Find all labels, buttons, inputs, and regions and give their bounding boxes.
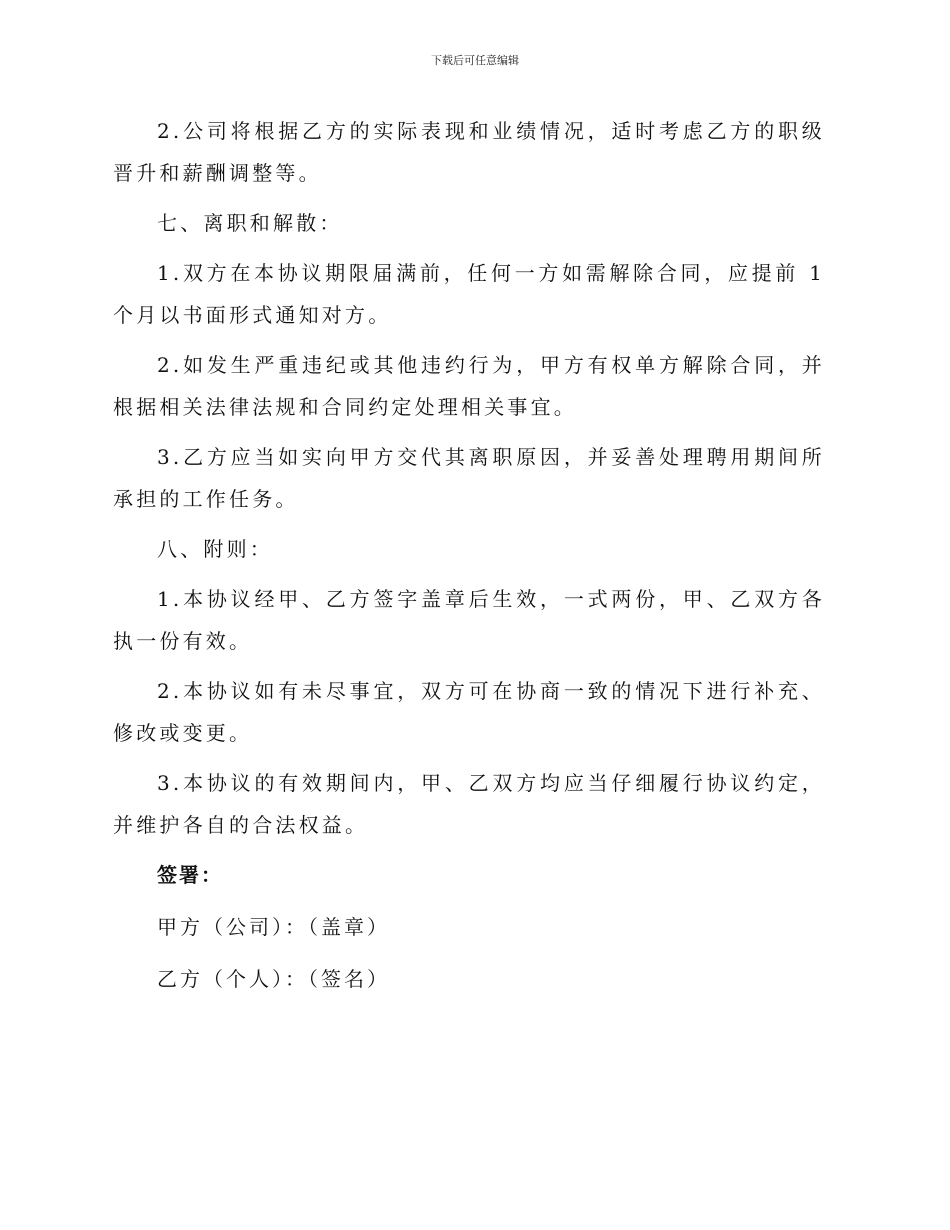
paragraph-effectiveness: 1.本协议经甲、乙方签字盖章后生效，一式两份，甲、乙双方各执一份有效。	[113, 587, 825, 653]
signature-party-a: 甲方（公司）：（盖章）	[157, 915, 390, 939]
signature-title: 签署：	[157, 863, 223, 887]
paragraph-violation-termination: 2.如发生严重违纪或其他违约行为，甲方有权单方解除合同，并根据相关法律法规和合同约定处理相关事宜。	[113, 353, 825, 419]
page-header: 下载后可任意编辑	[431, 54, 519, 67]
paragraph-resignation-reason: 3.乙方应当如实向甲方交代其离职原因，并妥善处理聘用期间所承担的工作任务。	[113, 445, 825, 511]
paragraph-termination-notice: 1.双方在本协议期限届满前，任何一方如需解除合同，应提前 1 个月以书面形式通知对方。	[113, 261, 825, 327]
section-heading-resignation: 七、离职和解散：	[157, 211, 343, 235]
document-body	[113, 110, 825, 1010]
paragraph-obligations: 3.本协议的有效期间内，甲、乙双方均应当仔细履行协议约定，并维护各自的合法权益。	[113, 771, 825, 837]
paragraph-amendment: 2.本协议如有未尽事宜，双方可在协商一致的情况下进行补充、修改或变更。	[113, 679, 825, 745]
paragraph-promotion: 2.公司将根据乙方的实际表现和业绩情况，适时考虑乙方的职级晋升和薪酬调整等。	[113, 119, 825, 185]
section-heading-supplementary: 八、附则：	[157, 537, 273, 561]
signature-party-b: 乙方（个人）：（签名）	[157, 967, 390, 991]
